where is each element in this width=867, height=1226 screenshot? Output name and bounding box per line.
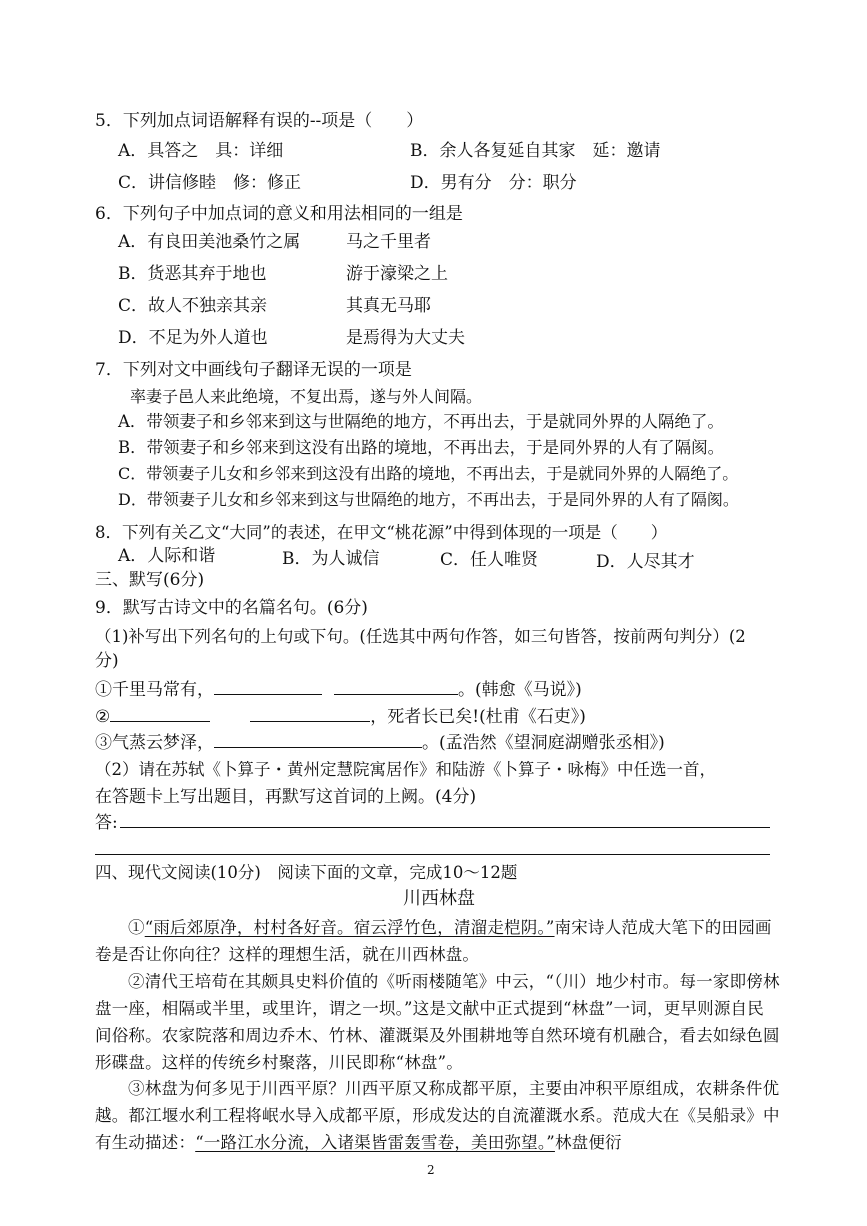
q6-option-d-left: D．不足为外人道也: [118, 328, 268, 348]
q9-line-1-prefix: ①千里马常有，: [95, 680, 214, 700]
q6-option-b-left: B．货恶其弃于地也: [118, 264, 267, 284]
paragraph-3-quote: “一路江水分流，入诸渠皆雷轰雪卷，美田弥望。”: [195, 1133, 555, 1152]
answer-line-1[interactable]: [120, 827, 770, 828]
q9-line-1: [95, 678, 582, 701]
article-title: 川西林盘: [403, 888, 475, 909]
section-4-title: 四、现代文阅读(10分) 阅读下面的文章，完成10～12题: [95, 863, 518, 882]
q9-line-3: [95, 731, 665, 754]
q6-option-c-right: 其真无马耶: [346, 296, 431, 316]
paragraph-1-text: 南宋诗人范成大笔下的田园画卷是否让你向往？这样的理想生活，就在川西林盘。: [95, 918, 772, 964]
q8-option-b: B．为人诚信: [282, 549, 380, 569]
q5-option-b: B．余人各复延自其家 延：邀请: [410, 141, 661, 161]
paragraph-1-quote: “雨后郊原净，村村各好音。宿云浮竹色，清溜走桤阴。”: [144, 918, 555, 937]
paragraph-3-text-a: ③林盘为何多见于川西平原？川西平原又称成都平原，主要由冲积平原组成，农耕条件优越。都江堰水利工程将岷水导入成都平原，形成发达的自流灌溉水系。范成大在《吴船录》中有生动描述：: [95, 1079, 780, 1152]
answer-line-2[interactable]: [95, 854, 770, 855]
q8-stem: 8．下列有关乙文“大同”的表述，在甲文“桃花源”中得到体现的一项是（ ）: [95, 523, 668, 542]
q8-option-d: D．人尽其才: [596, 552, 695, 572]
q9-blank-2b[interactable]: [250, 705, 370, 722]
q5-option-a: A．具答之 具：详细: [118, 141, 284, 161]
q9-answer-label: 答:: [95, 813, 118, 833]
article-paragraph-1: [95, 914, 780, 968]
q8-option-a: A．人际和谐: [118, 546, 216, 566]
q9-blank-1b[interactable]: [334, 678, 458, 695]
q6-option-a-right: 马之千里者: [346, 232, 431, 252]
q6-option-a-left: A．有良田美池桑竹之属: [118, 232, 301, 252]
q9-line-2-prefix: ②: [95, 707, 111, 727]
article-paragraph-3: [95, 1075, 780, 1152]
q7-stem: 7．下列对文中画线句子翻译无误的一项是: [95, 360, 412, 380]
q8-option-c: C．任人唯贤: [440, 550, 539, 570]
q5-option-c: C．讲信修睦 修：修正: [118, 173, 302, 193]
q6-option-d-right: 是焉得为大丈夫: [346, 328, 465, 348]
q5-option-d: D．男有分 分：职分: [410, 173, 577, 193]
q9-stem: 9．默写古诗文中的名篇名句。(6分): [95, 598, 368, 618]
q9-line-1-suffix: 。(韩愈《马说》): [458, 680, 582, 700]
q7-option-d: D．带领妻子儿女和乡邻来到这与世隔绝的地方，不再出去，于是同外界的人有了隔阂。: [118, 490, 739, 509]
q9-part2-line2: 在答题卡上写出题目，再默写这首词的上阙。(4分): [95, 787, 477, 807]
q7-option-a: A．带领妻子和乡邻来到这与世隔绝的地方，不再出去，于是就同外界的人隔绝了。: [118, 412, 724, 431]
q9-blank-3[interactable]: [214, 731, 422, 748]
section-3-title: 三、默写(6分): [95, 570, 205, 590]
q9-part1-line1: （1)补写出下列名句的上句或下句。(任选其中两句作答，如三句皆答，按前两句判分）(2: [95, 627, 746, 646]
q6-option-c-left: C．故人不独亲其亲: [118, 296, 268, 316]
q9-part1-line2: 分): [95, 651, 119, 671]
article-paragraph-2: ②清代王培荀在其颇具史料价值的《听雨楼随笔》中云，“（川）地少村市。每一家即傍林盘一座，相隔或半里，或里许，谓之一坝。”这是文献中正式提到“林盘”一词，更早则源自民间俗称。农家院落和周边乔木、竹林、灌溉渠及外围耕地等自然环境有机融合，看去如绿色圆形碟盘。这样的传统乡村聚落，川民即称“林盘”。: [95, 972, 780, 1072]
q9-line-2-suffix: ，死者长已矣!(杜甫《石吏》): [370, 707, 586, 727]
q5-stem: 5．下列加点词语解释有误的--项是（ ）: [95, 111, 424, 131]
q7-option-c: C．带领妻子儿女和乡邻来到这没有出路的境地，不再出去，于是就同外界的人隔绝了。: [118, 464, 739, 483]
q9-blank-1a[interactable]: [214, 678, 322, 695]
q9-line-2: [95, 705, 586, 728]
q9-part2-line1: （2）请在苏轼《卜算子・黄州定慧院寓居作》和陆游《卜算子・咏梅》中任选一首，: [95, 760, 716, 779]
q6-stem: 6．下列句子中加点词的意义和用法相同的一组是: [95, 204, 463, 224]
q7-option-b: B．带领妻子和乡邻来到这没有出路的境地，不再出去，于是同外界的人有了隔阂。: [118, 438, 725, 457]
q9-line-3-suffix: 。(孟浩然《望洞庭湖赠张丞相》): [422, 733, 665, 753]
paragraph-3-text-b: 林盘便衍: [554, 1133, 622, 1152]
q9-blank-2a[interactable]: [110, 705, 210, 722]
page-number: 2: [427, 1163, 435, 1177]
q9-line-3-prefix: ③气蒸云梦泽，: [95, 733, 214, 753]
q6-option-b-right: 游于濠梁之上: [346, 264, 448, 284]
paragraph-1-number: ①: [128, 918, 145, 937]
q7-quote: 率妻子邑人来此绝境，不复出焉，遂与外人间隔。: [130, 387, 483, 406]
